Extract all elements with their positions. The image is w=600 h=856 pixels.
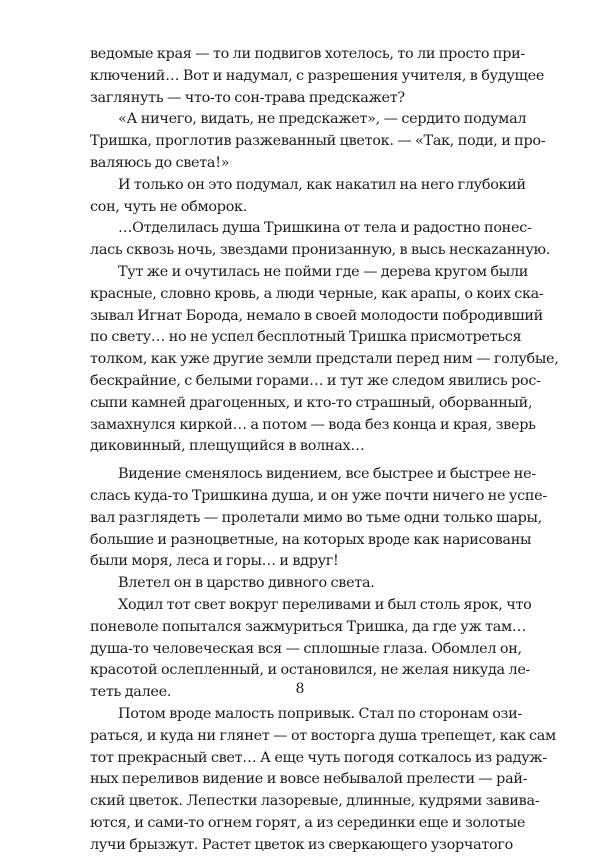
text-line: были моря, леса и горы… и вдруг! bbox=[90, 553, 339, 570]
text-line: зывал Игнат Борода, немало в своей молодости побродивший bbox=[90, 307, 543, 324]
text-line: Потом вроде малость попривык. Стал по сторонам ози- bbox=[118, 705, 522, 722]
text-line: сыпи камней драгоценных, и кто-то страшный, оборванный, bbox=[90, 394, 533, 411]
text-line: лась сквозь ночь, звездами пронизанную, в высь нескazанную. bbox=[90, 242, 550, 259]
text-line: замахнулся киркой… а потом — вода без конца и края, зверь bbox=[90, 416, 536, 433]
text-line: Влетел он в царство дивного света. bbox=[118, 575, 375, 592]
text-line: тот прекрасный свет… А еще чуть погодя соткалось из радуж- bbox=[90, 749, 547, 766]
text-line: И только он это подумал, как накатил на него глубокий bbox=[118, 176, 526, 193]
text-line: душа-то человеческая вся — сплошные глаза. Обомлел он, bbox=[90, 640, 522, 657]
text-line: раться, и куда ни глянет — от восторга душа трепещет, как сам bbox=[90, 727, 556, 744]
text-line: Тут же и очутилась не пойми где — дерева кругом были bbox=[118, 263, 529, 280]
text-line: красотой ослепленный, и остановился, не желая никуда ле- bbox=[90, 662, 531, 679]
text-line: по свету… но не успел бесплотный Тришка присмотреться bbox=[90, 329, 522, 346]
text-line: диковинный, плещущийся в волнах… bbox=[90, 438, 365, 455]
text-line: большие и разноцветные, на которых вроде как нарисованы bbox=[90, 531, 532, 548]
text-line: сон, чуть не обморок. bbox=[90, 198, 248, 215]
text-line: валяюсь до света!» bbox=[90, 154, 230, 171]
text-line: ных переливов видение и вовсе небывалой прелести — рай- bbox=[90, 771, 528, 788]
text-line: слась куда-то Тришкина душа, и он уже почти ничего не успе- bbox=[90, 487, 547, 504]
text-line: …Отделилась душа Тришкина от тела и радостно понес- bbox=[118, 220, 532, 237]
text-line: красные, словно кровь, а люди черные, как арапы, о коих ска- bbox=[90, 285, 544, 302]
text-line: лучи брызжут. Растет цветок из сверкающего узорчатого bbox=[90, 836, 513, 853]
text-line: Видение сменялось видением, все быстрее и быстрее не- bbox=[118, 466, 536, 483]
text-line: ведомые края — то ли подвигов хотелось, то ли просто при- bbox=[90, 46, 525, 62]
text-line: «А ничего, видать, не предскажет», — сердито подумал bbox=[118, 111, 527, 128]
text-line: заглянуть — что-то сон-трава предскажет? bbox=[90, 89, 405, 106]
text-line: ключений… Вот и надумал, с разрешения учителя, в будущее bbox=[90, 67, 545, 84]
text-line: бескрайние, с белыми горами… и тут же следом явились рос- bbox=[90, 372, 541, 389]
text-line: теть далее. bbox=[90, 684, 172, 701]
page-number: 8 bbox=[295, 681, 305, 697]
body-text bbox=[90, 44, 559, 856]
text-line: толком, как уже другие земли предстали перед ним — голубые, bbox=[90, 351, 559, 368]
text-line: Ходил тот свет вокруг переливами и был столь ярок, что bbox=[118, 596, 532, 613]
text-line: ский цветок. Лепестки лазоревые, длинные, кудрями завива- bbox=[90, 793, 540, 810]
text-line: ются, и сами-то огнем горят, а из серединки еще и золотые bbox=[90, 814, 526, 831]
text-line: поневоле попытался зажмуриться Тришка, да где уж там… bbox=[90, 618, 527, 635]
text-line: вал разглядеть — пролетали мимо во тьме одни только шары, bbox=[90, 509, 542, 526]
text-line: Тришка, проглотив разжеванный цветок. — «Так, поди, и про- bbox=[90, 133, 546, 150]
